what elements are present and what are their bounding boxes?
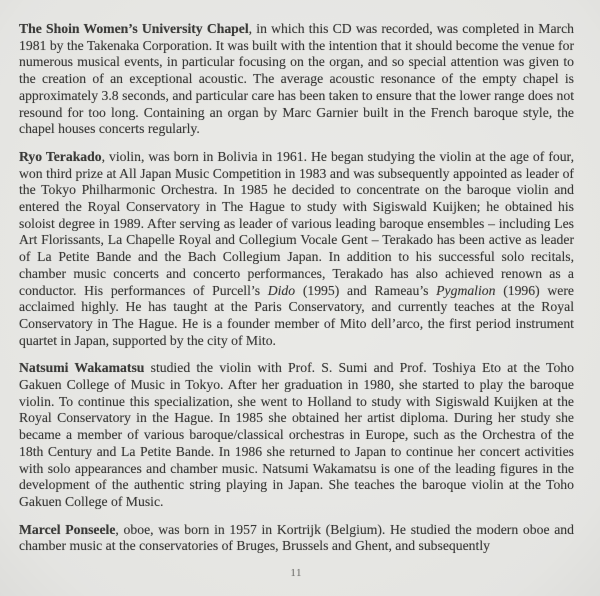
paragraph-marcel-ponseele bbox=[19, 522, 574, 555]
lead-in-name: The Shoin Women’s University Chapel bbox=[19, 21, 249, 36]
work-title: Pygmalion bbox=[436, 282, 496, 298]
page-number: 11 bbox=[290, 568, 303, 580]
lead-in-name: Natsumi Wakamatsu bbox=[19, 360, 145, 376]
lead-in-name: Ryo Terakado bbox=[19, 148, 102, 164]
lead-in-name: Marcel Ponseele bbox=[19, 521, 116, 537]
text-run: , violin, was born in Bolivia in 1961. He began studying the violin at the age of four, won third prize at All Japan Music Competition in 1983 and was subsequently appointed as leader of the Tokyo Philharmonic Orchestra. In 1985 he decided to concentrate on the baroque violin and entered the Royal Conservatory in The Hague to study with Sigiswald Kuijken; he obtained his soloist degree in 1989. After serving as leader of various leading baroque ensembles – including Les Art Florissants, La Chapelle Royal and Collegium Vocale Gent – Terakado has been active as leader of La Petite Bande and the Bach Collegium Japan. In addition to his successful solo recitals, chamber music concerts and concerto performances, Terakado has also achieved renown as a conductor. His performances of Purcell’s bbox=[19, 148, 574, 298]
paragraph-natsumi-wakamatsu bbox=[19, 360, 574, 510]
text-run: (1995) and Rameau’s bbox=[295, 282, 437, 298]
paragraph-shoin-chapel bbox=[19, 21, 574, 138]
text-run: studied the violin with Prof. S. Sumi and Prof. Toshiya Eto at the Toho Gakuen College of Music in Tokyo. After her graduation in 1980, she started to play the baroque violin. To continue this specialization, she went to Holland to study with Sigiswald Kuijken at the Royal Conservatory in the Hague. In 1985 she obtained her artist diploma. During her study she became a member of various baroque/classical orchestras in Europe, such as the Orchestra of the 18th Century and La Petite Bande. In 1986 she returned to Japan to continue her concert activities with solo appearances and chamber music. Natsumi Wakamatsu is one of the leading figures in the development of the authentic string playing in Japan. She teaches the baroque violin at the Toho Gakuen College of Music. bbox=[19, 360, 574, 509]
paragraph-ryo-terakado bbox=[19, 149, 574, 349]
text-run: , in which this CD was recorded, was completed in March 1981 by the Takenaka Corporation. It was built with the intention that it should become the venue for numerous musical events, in particular focusing on the organ, and so special attention was given to the creation of an exceptional acoustic. The average acoustic resonance of the empty chapel is approximately 3.8 seconds, and particular care has been taken to ensure that the lower range does not resound for too long. Containing an organ by Marc Garnier built in the French baroque style, the chapel houses concerts regularly. bbox=[19, 21, 575, 137]
text-run: (1996) were acclaimed highly. He has taught at the Paris Conservatory, and currently teaches at the Royal Conservatory in The Hague. He is a founder member of Mito dell’arco, the first period instrument quartet in Japan, supported by the city of Mito. bbox=[19, 282, 574, 348]
work-title: Dido bbox=[267, 282, 296, 298]
body-text bbox=[19, 21, 574, 555]
text-run: , oboe, was born in 1957 in Kortrijk (Belgium). He studied the modern oboe and chamber music at the conservatories of Bruges, Brussels and Ghent, and subsequently bbox=[19, 521, 574, 554]
